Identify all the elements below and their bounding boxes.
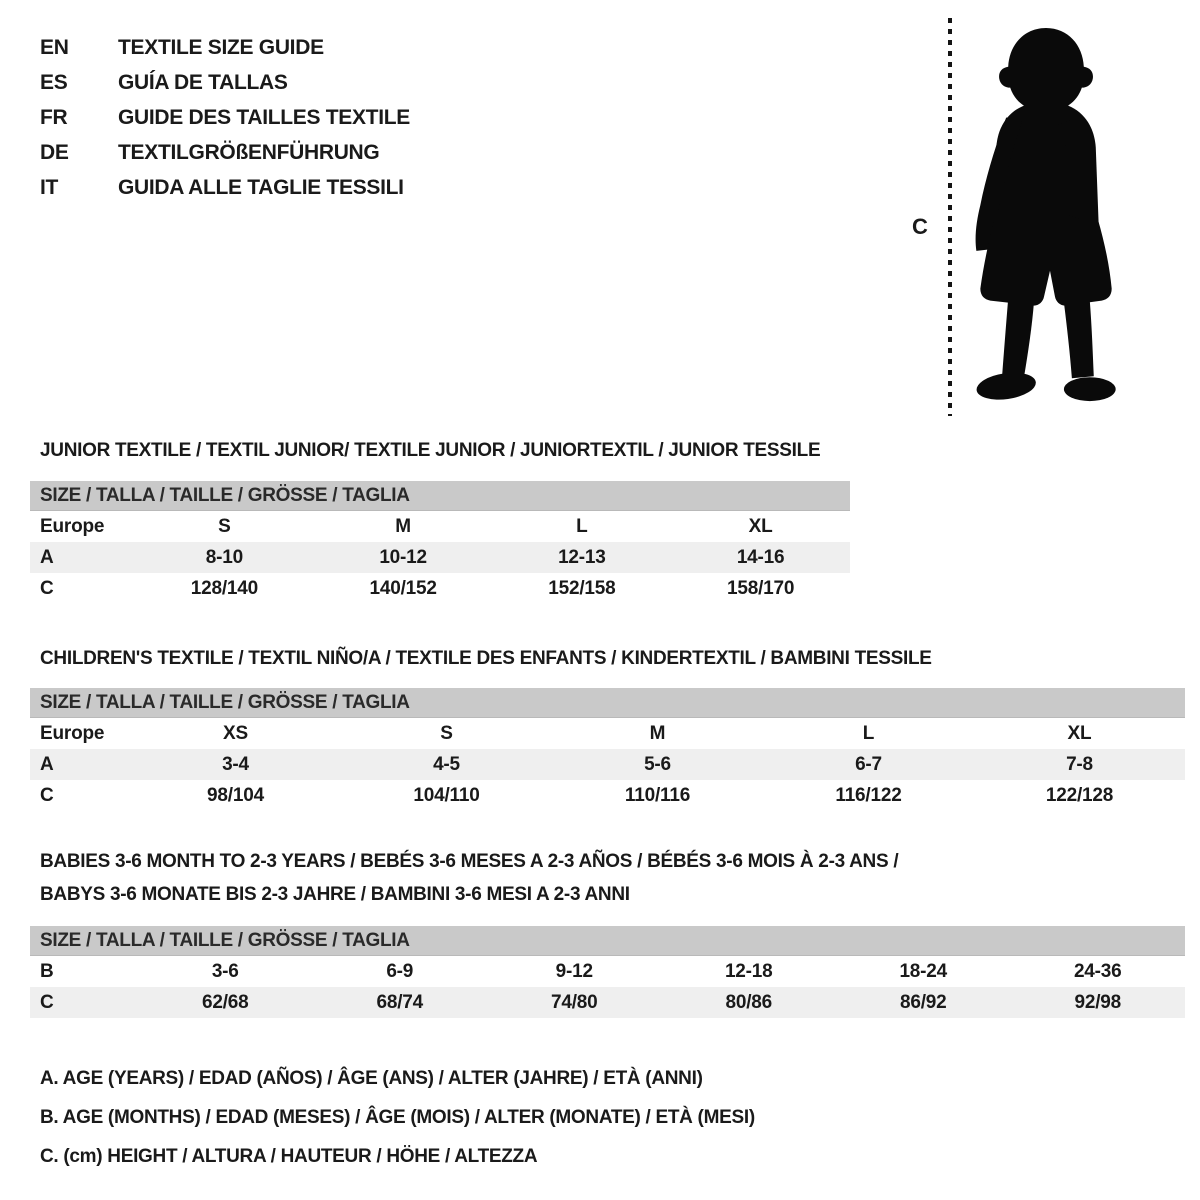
size-cell: S xyxy=(218,515,231,537)
height-cell: 104/110 xyxy=(413,784,480,806)
children-row-europe xyxy=(30,718,1185,749)
height-cell: 92/98 xyxy=(1074,991,1122,1013)
row-label: A xyxy=(40,753,54,775)
junior-size-table xyxy=(30,481,850,604)
height-measure-dashed-line xyxy=(948,18,952,416)
size-cell: L xyxy=(862,722,875,744)
lang-code-es: ES xyxy=(40,70,68,94)
row-label: C xyxy=(40,784,54,806)
height-cell: 122/128 xyxy=(1045,784,1114,806)
junior-row-age xyxy=(30,542,850,573)
children-row-height xyxy=(30,780,1185,811)
language-list xyxy=(40,30,600,205)
lang-code-de: DE xyxy=(40,140,69,164)
months-cell: 6-9 xyxy=(386,960,414,982)
months-cell: 12-18 xyxy=(724,960,773,982)
height-cell: 86/92 xyxy=(899,991,947,1013)
row-label: Europe xyxy=(40,722,105,744)
lang-title-de: TEXTILGRÖßENFÜHRUNG xyxy=(118,140,380,164)
months-cell: 24-36 xyxy=(1073,960,1122,982)
children-size-table xyxy=(30,688,1185,811)
size-cell: M xyxy=(649,722,666,744)
months-cell: 18-24 xyxy=(899,960,948,982)
lang-row-it xyxy=(40,170,600,205)
row-label: Europe xyxy=(40,515,105,537)
lang-code-fr: FR xyxy=(40,105,68,129)
size-cell: S xyxy=(440,722,453,744)
lang-code-it: IT xyxy=(40,175,59,199)
size-cell: XL xyxy=(1067,722,1092,744)
legend xyxy=(40,1068,755,1168)
height-cell: 158/170 xyxy=(726,577,795,599)
size-cell: XL xyxy=(748,515,773,537)
children-section-title: CHILDREN'S TEXTILE / TEXTIL NIÑO/A / TEXTILE DES ENFANTS / KINDERTEXTIL / BAMBINI TESSILE xyxy=(40,648,932,669)
age-cell: 4-5 xyxy=(433,753,460,775)
junior-section-title: JUNIOR TEXTILE / TEXTIL JUNIOR/ TEXTILE JUNIOR / JUNIORTEXTIL / JUNIOR TESSILE xyxy=(40,440,821,461)
height-cell: 68/74 xyxy=(376,991,424,1013)
babies-row-months xyxy=(30,956,1185,987)
legend-age-years: A. AGE (YEARS) / EDAD (AÑOS) / ÂGE (ANS) / ALTER (JAHRE) / ETÀ (ANNI) xyxy=(40,1068,703,1089)
lang-title-es: GUÍA DE TALLAS xyxy=(118,70,288,94)
lang-title-it: GUIDA ALLE TAGLIE TESSILI xyxy=(118,175,404,199)
lang-title-en: TEXTILE SIZE GUIDE xyxy=(118,35,324,59)
junior-row-height xyxy=(30,573,850,604)
height-cell: 152/158 xyxy=(548,577,616,599)
size-cell: M xyxy=(395,515,411,537)
age-cell: 5-6 xyxy=(644,753,671,775)
toddler-silhouette-icon xyxy=(964,20,1134,423)
age-cell: 14-16 xyxy=(736,546,785,568)
lang-row-es xyxy=(40,65,600,100)
height-measure-label: C xyxy=(912,214,928,239)
row-label: A xyxy=(40,546,54,568)
legend-age-months: B. AGE (MONTHS) / EDAD (MESES) / ÂGE (MOIS) / ALTER (MONATE) / ETÀ (MESI) xyxy=(40,1107,755,1128)
babies-title-line1: BABIES 3-6 MONTH TO 2-3 YEARS / BEBÉS 3-6 MESES A 2-3 AÑOS / BÉBÉS 3-6 MOIS À 2-3 ANS / xyxy=(40,851,899,872)
age-cell: 12-13 xyxy=(558,546,606,568)
row-label: C xyxy=(40,991,54,1013)
babies-size-table xyxy=(30,926,1185,1018)
lang-code-en: EN xyxy=(40,35,69,59)
size-cell: XS xyxy=(223,722,248,744)
lang-row-fr xyxy=(40,100,600,135)
children-table-header: SIZE / TALLA / TAILLE / GRÖSSE / TAGLIA xyxy=(30,688,1185,718)
height-cell: 80/86 xyxy=(725,991,773,1013)
age-cell: 10-12 xyxy=(379,546,427,568)
lang-row-de xyxy=(40,135,600,170)
row-label: C xyxy=(40,577,54,599)
height-cell: 74/80 xyxy=(550,991,598,1013)
children-row-age xyxy=(30,749,1185,780)
months-cell: 9-12 xyxy=(555,960,593,982)
height-cell: 140/152 xyxy=(369,577,437,599)
height-cell: 98/104 xyxy=(207,784,264,806)
babies-row-height xyxy=(30,987,1185,1018)
age-cell: 7-8 xyxy=(1066,753,1093,775)
height-cell: 128/140 xyxy=(190,577,259,599)
legend-height-cm: C. (cm) HEIGHT / ALTURA / HAUTEUR / HÖHE / ALTEZZA xyxy=(40,1146,538,1167)
age-cell: 6-7 xyxy=(855,753,882,775)
height-cell: 116/122 xyxy=(835,784,902,806)
junior-row-europe xyxy=(30,511,850,542)
age-cell: 3-4 xyxy=(222,753,249,775)
row-label: B xyxy=(40,960,54,982)
height-cell: 110/116 xyxy=(624,784,691,806)
babies-section-title xyxy=(40,845,898,911)
lang-title-fr: GUIDE DES TAILLES TEXTILE xyxy=(118,105,410,129)
lang-row-en xyxy=(40,30,600,65)
babies-table-header: SIZE / TALLA / TAILLE / GRÖSSE / TAGLIA xyxy=(30,926,1185,956)
junior-table-header: SIZE / TALLA / TAILLE / GRÖSSE / TAGLIA xyxy=(30,481,850,511)
age-cell: 8-10 xyxy=(205,546,243,568)
size-cell: L xyxy=(576,515,588,537)
height-cell: 62/68 xyxy=(201,991,249,1013)
months-cell: 3-6 xyxy=(211,960,239,982)
babies-title-line2: BABYS 3-6 MONATE BIS 2-3 JAHRE / BAMBINI 3-6 MESI A 2-3 ANNI xyxy=(40,884,630,905)
